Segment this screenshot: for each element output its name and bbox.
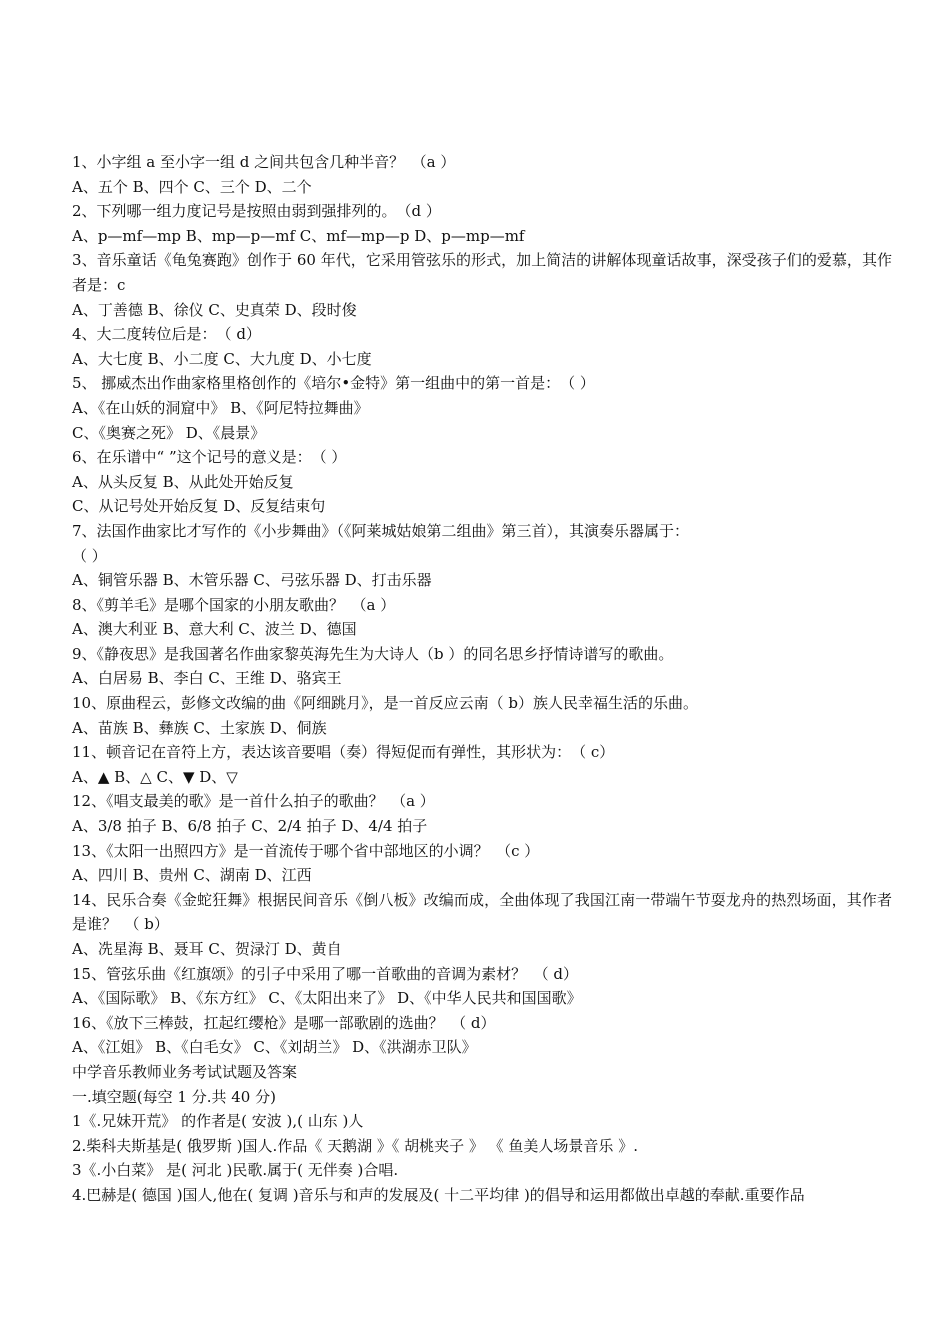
options-13: A、四川 B、贵州 C、湖南 D、江西 bbox=[72, 866, 312, 885]
options-15: A、《国际歌》 B、《东方红》 C、《太阳出来了》 D、《中华人民共和国国歌》 bbox=[72, 989, 582, 1008]
options-12: A、3/8 拍子 B、6/8 拍子 C、2/4 拍子 D、4/4 拍子 bbox=[72, 817, 428, 836]
options-9: A、白居易 B、李白 C、王维 D、骆宾王 bbox=[72, 669, 342, 688]
question-6: 6、在乐谱中“ ”这个记号的意义是： （ ） bbox=[72, 448, 347, 467]
question-2: 2、下列哪一组力度记号是按照由弱到强排列的。 （d ） bbox=[72, 202, 441, 221]
question-13: 13、《太阳一出照四方》是一首流传于哪个省中部地区的小调？ （c ） bbox=[72, 841, 540, 860]
fill-blank-1: 1《.兄妹开荒》 的作者是( 安波 ),( 山东 )人 bbox=[72, 1112, 364, 1131]
question-15: 15、管弦乐曲《红旗颂》的引子中采用了哪一首歌曲的音调为素材？ （ d） bbox=[72, 964, 578, 983]
question-1: 1、小字组 a 至小字一组 d 之间共包含几种半音？ （a ） bbox=[72, 153, 456, 171]
options-5-ab: A、《在山妖的洞窟中》 B、《阿尼特拉舞曲》 bbox=[72, 398, 369, 417]
fill-blank-3: 3《.小白菜》 是( 河北 )民歌.属于( 无伴奏 )合唱. bbox=[72, 1161, 399, 1180]
question-4: 4、大二度转位后是： （ d） bbox=[72, 325, 261, 344]
question-14: 14、民乐合奏《金蛇狂舞》根据民间音乐《倒八板》改编而成，全曲体现了我国江南一带端午节耍龙舟的热烈场面，其作者是谁？ （ b） bbox=[72, 890, 892, 934]
question-7-answer: （ ） bbox=[72, 546, 107, 565]
options-5-cd: C、《奥赛之死》 D、《晨景》 bbox=[72, 423, 266, 442]
options-7: A、铜管乐器 B、木管乐器 C、弓弦乐器 D、打击乐器 bbox=[72, 571, 432, 590]
question-9: 9、《静夜思》是我国著名作曲家黎英海先生为大诗人（b ）的同名思乡抒情诗谱写的歌曲。 bbox=[72, 644, 674, 663]
question-7: 7、法国作曲家比才写作的《小步舞曲》（《阿莱城姑娘第二组曲》第三首），其演奏乐器属于： bbox=[72, 521, 690, 540]
question-16: 16、《放下三棒鼓，扛起红缨枪》是哪一部歌剧的选曲？ （ d） bbox=[72, 1013, 496, 1032]
options-6-cd: C、从记号处开始反复 D、反复结束句 bbox=[72, 497, 326, 516]
options-11: A、▲ B、△ C、▼ D、▽ bbox=[72, 767, 238, 786]
options-14: A、冼星海 B、聂耳 C、贺渌汀 D、黄自 bbox=[72, 940, 342, 958]
question-3: 3、音乐童话《龟兔赛跑》创作于 60 年代，它采用管弦乐的形式，加上简洁的讲解体现童话故事，深受孩子们的爱慕，其作者是：c bbox=[72, 251, 892, 294]
question-5: 5、 挪威杰出作曲家格里格创作的《培尔•金特》第一组曲中的第一首是： （ ） bbox=[72, 374, 595, 393]
question-12: 12、《唱支最美的歌》是一首什么拍子的歌曲？ （a ） bbox=[72, 792, 435, 811]
options-2: A、p—mf—mp B、mp—p—mf C、mf—mp—p D、p—mp—mf bbox=[72, 226, 525, 245]
options-6-ab: A、从头反复 B、从此处开始反复 bbox=[72, 472, 294, 491]
question-11: 11、顿音记在音符上方，表达该音要唱（奏）得短促而有弹性，其形状为： （ c） bbox=[72, 743, 615, 762]
document-page bbox=[72, 150, 892, 1208]
options-3: A、丁善德 B、徐仪 C、史真荣 D、段时俊 bbox=[72, 300, 357, 319]
fill-blank-4: 4.巴赫是( 德国 )国人,他在( 复调 )音乐与和声的发展及( 十二平均律 )的倡导和运用都做出卓越的奉献.重要作品 bbox=[72, 1185, 805, 1204]
section-heading-fill-blank: 一.填空题(每空 1 分.共 40 分) bbox=[72, 1087, 276, 1106]
fill-blank-2: 2.柴科夫斯基是( 俄罗斯 )国人.作品《 天鹅湖 》《 胡桃夹子 》 《 鱼美人场景音乐 》. bbox=[72, 1136, 638, 1155]
section-title: 中学音乐教师业务考试试题及答案 bbox=[72, 1062, 298, 1081]
options-4: A、大七度 B、小二度 C、大九度 D、小七度 bbox=[72, 349, 372, 368]
options-10: A、苗族 B、彝族 C、土家族 D、侗族 bbox=[72, 718, 327, 737]
question-8: 8、《剪羊毛》是哪个国家的小朋友歌曲？ （a ） bbox=[72, 595, 396, 614]
options-8: A、澳大利亚 B、意大利 C、波兰 D、德国 bbox=[72, 620, 357, 639]
options-16: A、《江姐》 B、《白毛女》 C、《刘胡兰》 D、《洪湖赤卫队》 bbox=[72, 1038, 477, 1057]
options-1: A、五个 B、四个 C、三个 D、二个 bbox=[72, 177, 312, 196]
question-10: 10、原曲程云，彭修文改编的曲《阿细跳月》，是一首反应云南（ b）族人民幸福生活的乐曲。 bbox=[72, 694, 698, 713]
